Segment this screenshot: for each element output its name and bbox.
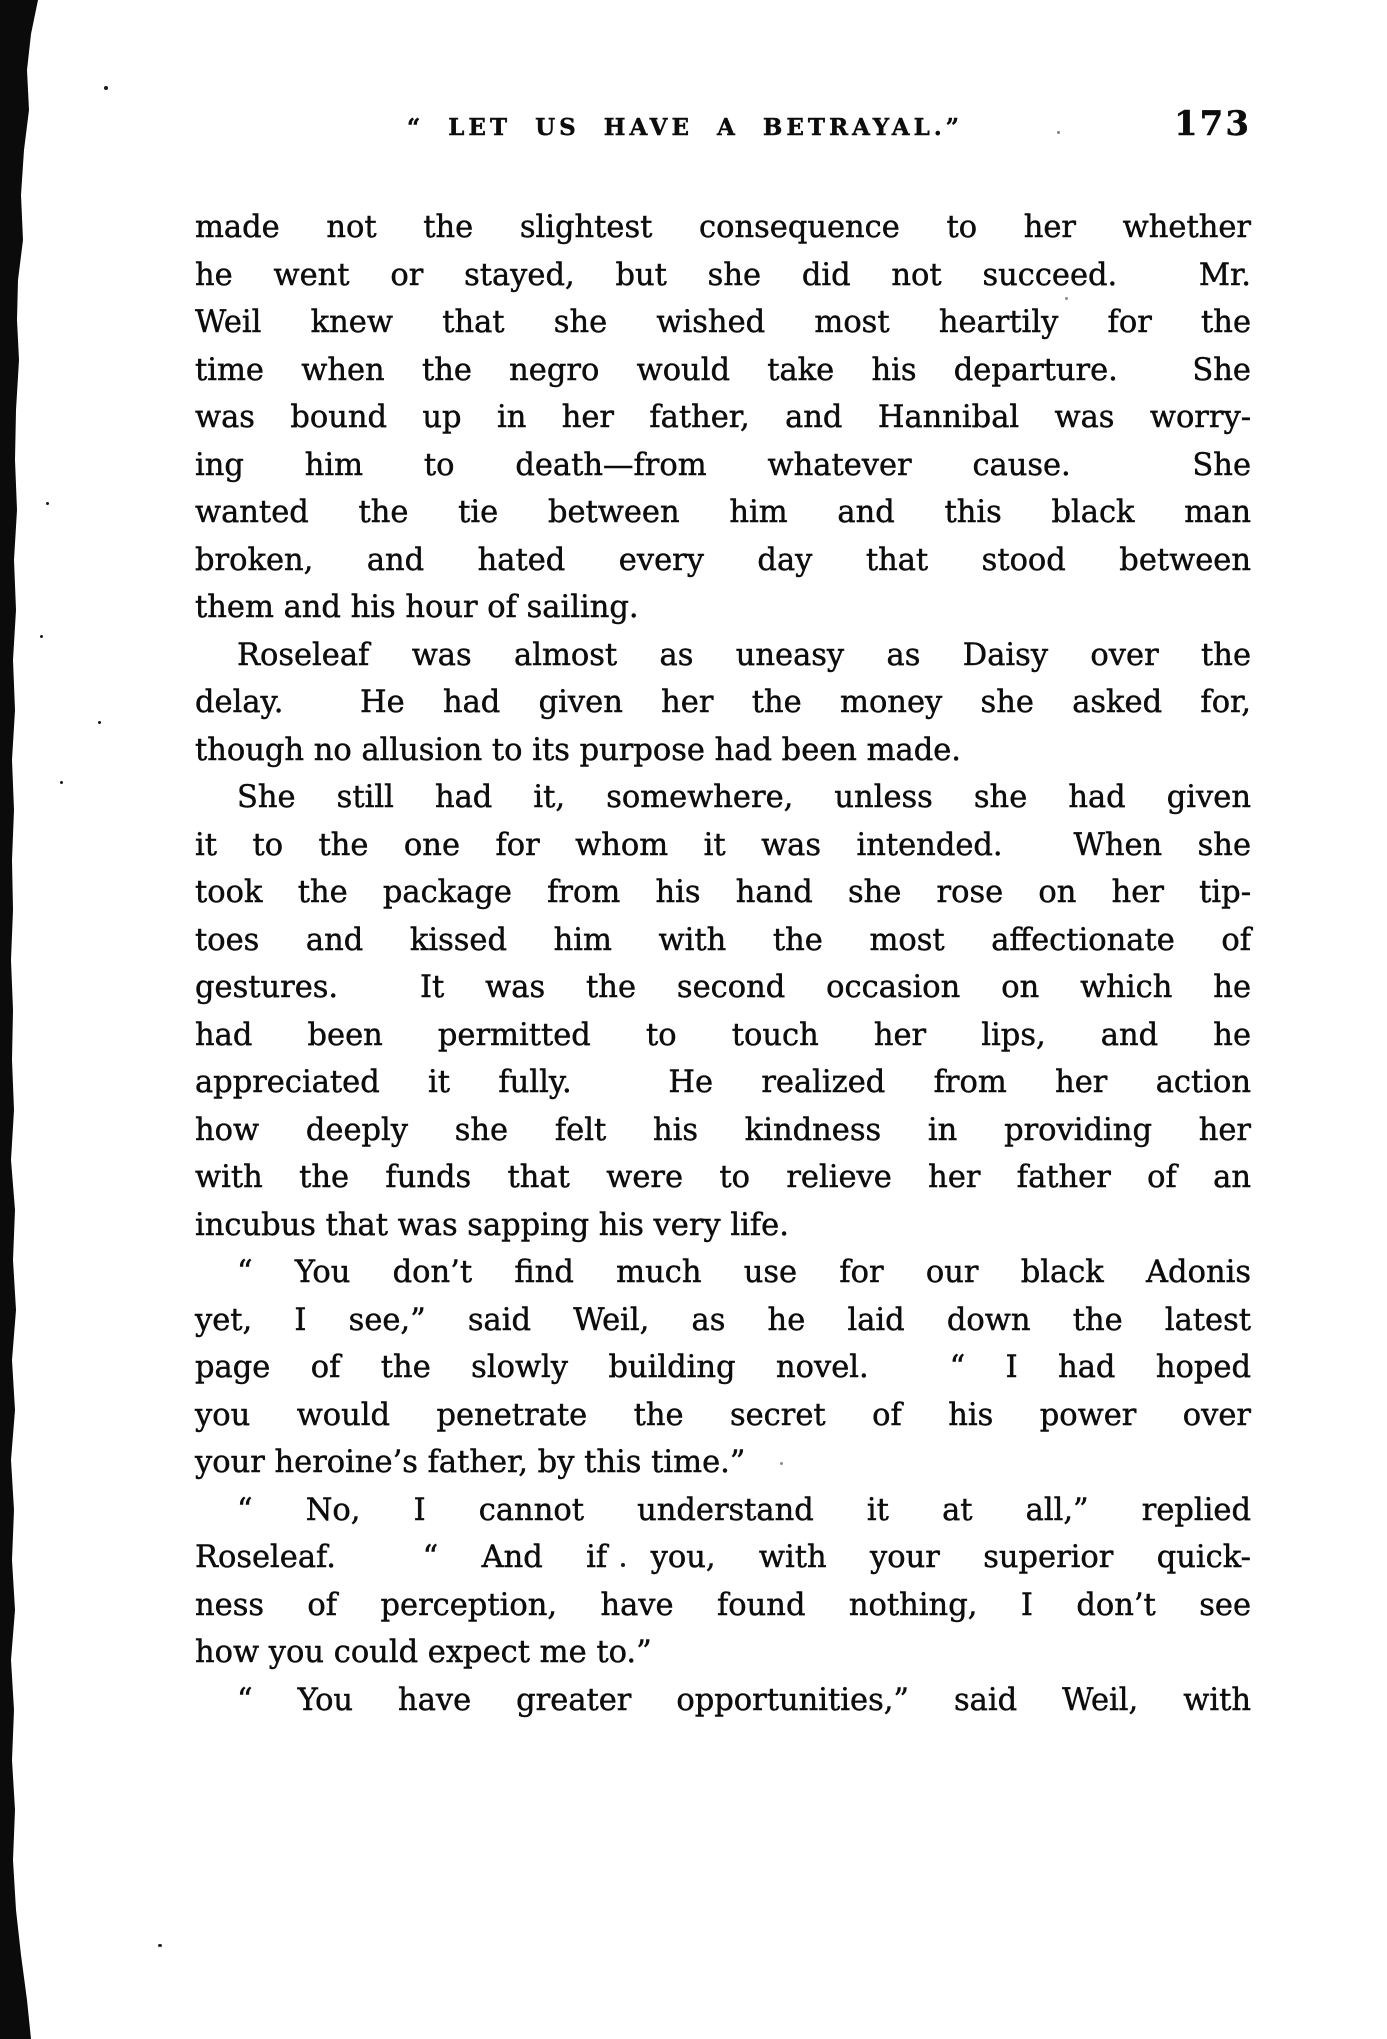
text-line: Roseleaf. “ And if you, with your superior quick- xyxy=(195,1540,1251,1575)
text-line: page of the slowly building novel. “ I had hoped xyxy=(195,1350,1251,1385)
text-line: how you could expect me to.” xyxy=(195,1635,652,1670)
text-line: broken, and hated every day that stood between xyxy=(195,542,1251,578)
text-line: She still had it, somewhere, unless she had given xyxy=(237,780,1251,815)
text-line: you would penetrate the secret of his power over xyxy=(195,1397,1251,1433)
text-line: them and his hour of sailing. xyxy=(195,590,639,625)
text-line: he went or stayed, but she did not succeed. Mr. xyxy=(195,257,1251,293)
text-line: ing him to death—from whatever cause. She xyxy=(195,447,1251,483)
scan-speck xyxy=(98,721,101,724)
chapter-running-title: “ LET US HAVE A BETRAYAL.” xyxy=(407,114,963,141)
text-line: took the package from his hand she rose on her tip- xyxy=(195,875,1251,910)
text-line: Weil knew that she wished most heartily for the xyxy=(195,305,1251,340)
text-line: yet, I see,” said Weil, as he laid down the latest xyxy=(195,1302,1251,1338)
text-line: ness of perception, have found nothing, I don’t see xyxy=(195,1587,1251,1623)
text-line: incubus that was sapping his very life. xyxy=(195,1207,789,1243)
text-line: delay. He had given her the money she asked for, xyxy=(195,685,1251,720)
text-line: how deeply she felt his kindness in providing her xyxy=(195,1112,1251,1148)
scan-speck xyxy=(104,86,108,90)
text-line: had been permitted to touch her lips, and he xyxy=(195,1017,1251,1053)
text-line: “ No, I cannot understand it at all,” replied xyxy=(237,1492,1251,1528)
text-line: Roseleaf was almost as uneasy as Daisy over the xyxy=(237,637,1251,673)
scan-speck xyxy=(46,502,49,505)
scan-speck xyxy=(60,781,63,784)
text-line: with the funds that were to relieve her father of an xyxy=(195,1160,1251,1195)
text-line: time when the negro would take his departure. She xyxy=(195,352,1251,388)
text-line: your heroine’s father, by this time.” xyxy=(195,1445,746,1480)
text-line: toes and kissed him with the most affectionate of xyxy=(195,922,1251,958)
scan-speck xyxy=(158,1944,162,1947)
scan-binding-edge-artifact xyxy=(0,0,48,2039)
running-header xyxy=(195,104,1251,154)
text-line: wanted the tie between him and this black man xyxy=(195,495,1251,530)
text-line: was bound up in her father, and Hannibal was worry- xyxy=(195,400,1251,435)
page-number: 173 xyxy=(1174,104,1251,144)
scan-speck xyxy=(40,635,43,638)
text-line: “ You have greater opportunities,” said Weil, with xyxy=(237,1682,1251,1718)
text-block xyxy=(195,204,1251,1724)
text-line: appreciated it fully. He realized from her action xyxy=(195,1065,1251,1100)
text-line: “ You don’t find much use for our black Adonis xyxy=(237,1255,1251,1290)
text-line: it to the one for whom it was intended. When she xyxy=(195,827,1251,863)
text-line: though no allusion to its purpose had been made. xyxy=(195,732,961,768)
text-line: gestures. It was the second occasion on which he xyxy=(195,970,1251,1005)
text-line: made not the slightest consequence to her whether xyxy=(195,210,1251,245)
